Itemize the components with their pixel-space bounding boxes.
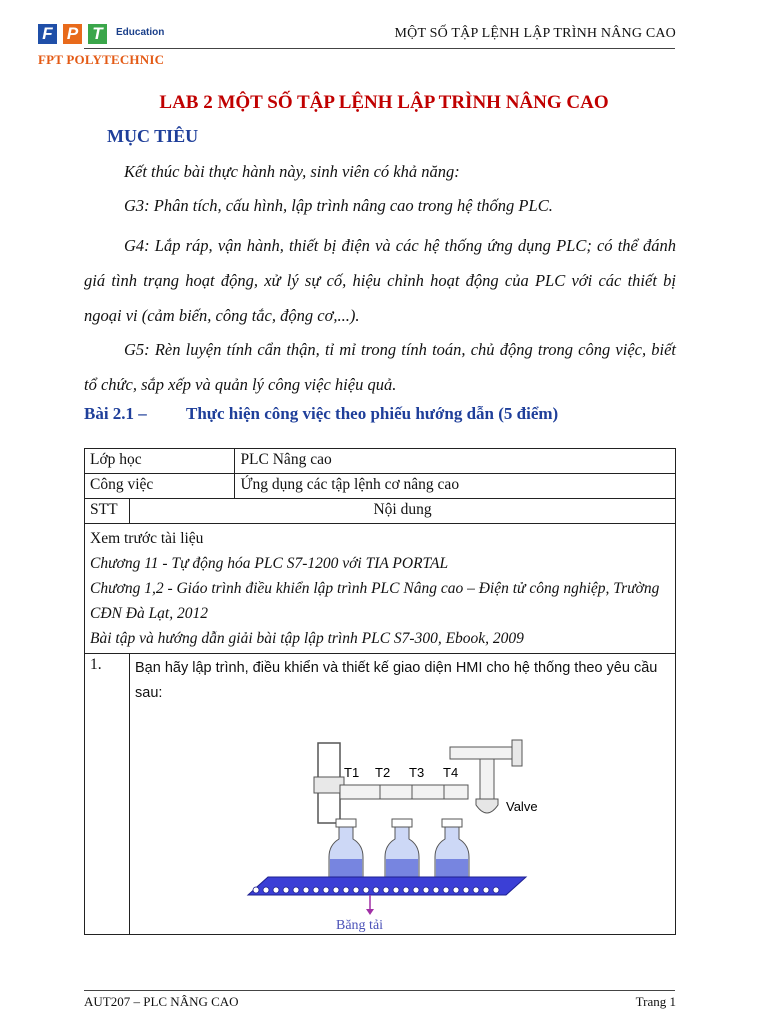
- conveyor-pointer-head: [366, 909, 374, 915]
- section-heading: [84, 404, 558, 424]
- bottle-2: [385, 819, 419, 885]
- work-value: Ứng dụng các tập lệnh cơ nâng cao: [235, 474, 676, 499]
- logo-letter-t: T: [88, 24, 107, 44]
- bottle-3: [435, 819, 469, 885]
- objective-g5: G5: Rèn luyện tính cẩn thận, tỉ mỉ trong tính toán, chủ động trong công việc, biết tổ chức, sắp xếp và quản lý công việc hiệu quả.: [84, 340, 676, 394]
- header-divider: [84, 48, 675, 49]
- reference-2: Chương 1,2 - Giáo trình điều khiển lập trình PLC Nâng cao – Điện tử công nghiệp, Trường CĐN Đà Lạt, 2012: [90, 580, 660, 622]
- content-label: Nội dung: [130, 499, 676, 524]
- class-label: Lớp học: [85, 449, 235, 474]
- objective-g3: G3: Phân tích, cấu hình, lập trình nâng cao trong hệ thống PLC.: [124, 196, 553, 215]
- bottling-diagram: [240, 735, 540, 935]
- header-title: MỘT SỐ TẬP LỆNH LẬP TRÌNH NÂNG CAO: [394, 26, 676, 41]
- top-rail: [340, 785, 468, 799]
- preview-label: Xem trước tài liệu: [90, 530, 204, 547]
- valve-label: Valve: [506, 799, 538, 814]
- objectives-intro: Kết thúc bài thực hành này, sinh viên có khả năng:: [124, 162, 460, 181]
- footer-course: AUT207 – PLC NÂNG CAO: [84, 994, 239, 1009]
- valve-nozzle: [476, 799, 498, 813]
- table-row-references: [85, 524, 676, 654]
- valve-stem: [480, 759, 494, 799]
- reference-1: Chương 11 - Tự động hóa PLC S7-1200 với TIA PORTAL: [90, 555, 449, 572]
- table-row-class: [85, 449, 676, 474]
- objective-g4: G4: Lắp ráp, vận hành, thiết bị điện và các hệ thống ứng dụng PLC; có thể đánh giá tình trạng hoạt động, xử lý sự cố, hiệu chỉnh hoạt động của PLC với các thiết bị ngoại vi (cảm biến, công tắc, động cơ,...).: [84, 236, 676, 325]
- logo-polytechnic: FPT POLYTECHNIC: [38, 52, 165, 67]
- logo-education: Education: [116, 27, 165, 38]
- work-label: Công việc: [85, 474, 235, 499]
- task-text: Bạn hãy lập trình, điều khiển và thiết kế giao diện HMI cho hệ thống theo yêu cầu sau:: [135, 660, 658, 701]
- stt-label: STT: [85, 499, 130, 524]
- objectives-heading: MỤC TIÊU: [107, 126, 199, 146]
- sensor-label-t3: T3: [409, 765, 425, 780]
- table-row-header: [85, 499, 676, 524]
- sensor-label-t4: T4: [443, 765, 459, 780]
- footer-page-number: Trang 1: [635, 994, 676, 1009]
- section-title: Thực hiện công việc theo phiếu hướng dẫn (5 điểm): [186, 404, 559, 423]
- sensor-label-t2: T2: [375, 765, 391, 780]
- reference-3: Bài tập và hướng dẫn giải bài tập lập trình PLC S7-300, Ebook, 2009: [90, 630, 524, 647]
- conveyor-label: Băng tải: [336, 918, 384, 933]
- class-value: PLC Nâng cao: [235, 449, 676, 474]
- section-number: Bài 2.1 –: [84, 404, 147, 423]
- logo-letter-f: F: [38, 24, 57, 44]
- bottle-1: [329, 819, 363, 885]
- logo-letter-p: P: [63, 24, 82, 44]
- references-cell: [85, 524, 676, 654]
- table-row-work: [85, 474, 676, 499]
- footer-divider: [84, 990, 675, 991]
- lab-title: LAB 2 MỘT SỐ TẬP LỆNH LẬP TRÌNH NÂNG CAO: [159, 92, 609, 113]
- task-number: 1.: [85, 654, 130, 935]
- valve-cap: [512, 740, 522, 766]
- valve-arm: [450, 747, 516, 759]
- fpt-logo: [38, 24, 198, 70]
- sensor-label-t1: T1: [344, 765, 360, 780]
